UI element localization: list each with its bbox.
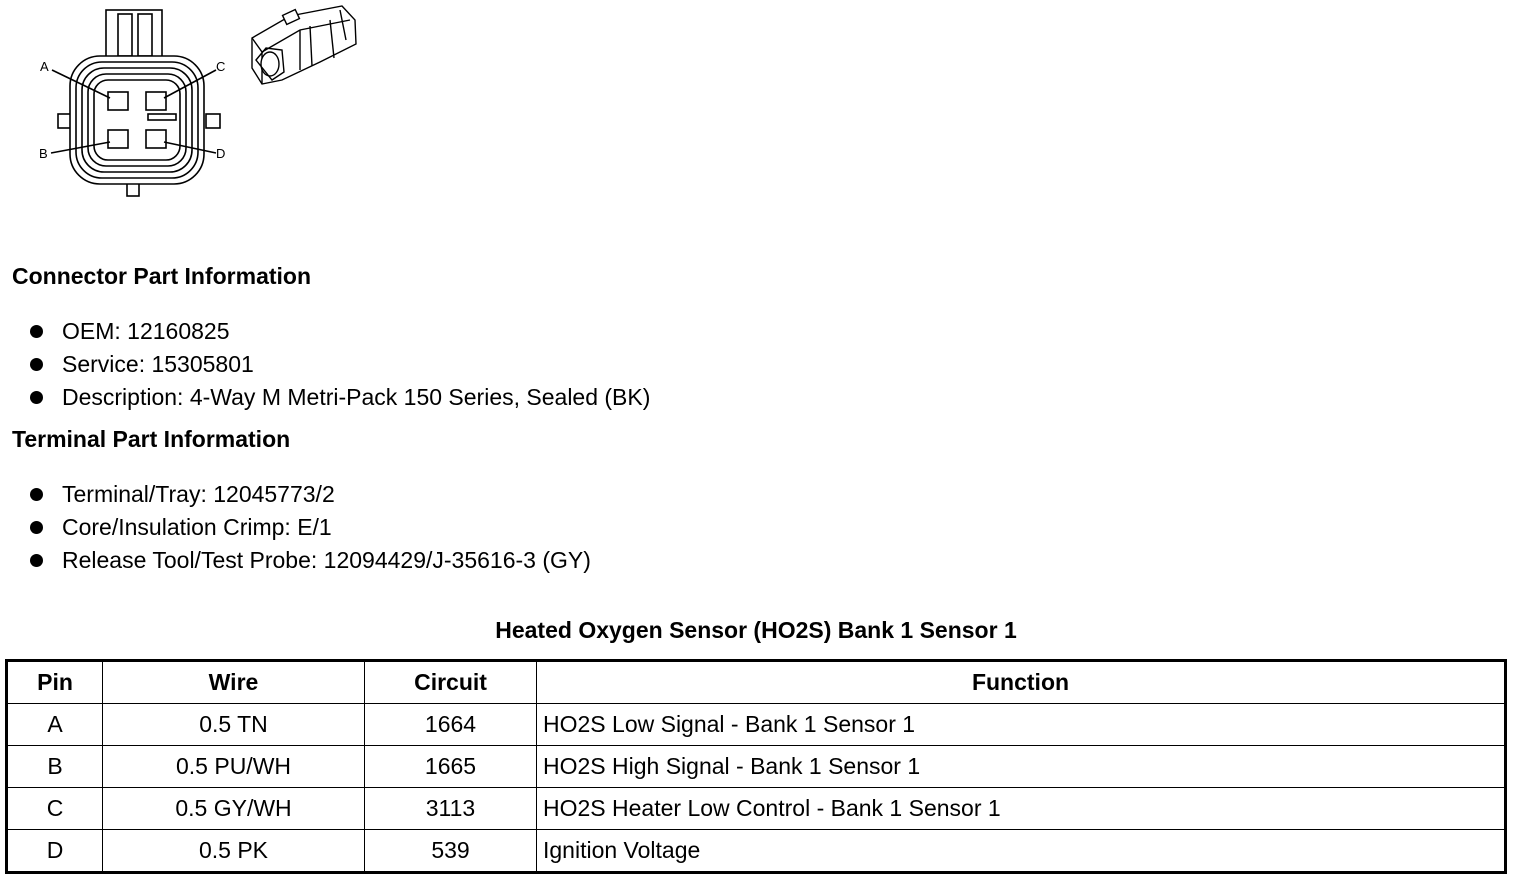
cell-wire: 0.5 GY/WH — [103, 788, 365, 830]
cell-circuit: 1665 — [365, 746, 537, 788]
list-item — [30, 315, 650, 348]
terminal-part-info-list — [30, 478, 591, 577]
bullet-icon — [30, 521, 43, 534]
table-row — [7, 788, 1506, 830]
list-item-text: Description: 4-Way M Metri-Pack 150 Series, Sealed (BK) — [62, 384, 651, 410]
bullet-icon — [30, 325, 43, 338]
cell-pin: C — [7, 788, 103, 830]
connector-3d-icon — [252, 6, 356, 84]
list-item — [30, 381, 650, 414]
list-item-text: Release Tool/Test Probe: 12094429/J-35616-3 (GY) — [62, 547, 591, 573]
pin-label-d: D — [216, 146, 226, 161]
cell-function: HO2S Low Signal - Bank 1 Sensor 1 — [537, 704, 1506, 746]
terminal-part-info-heading: Terminal Part Information — [12, 426, 291, 452]
cell-wire: 0.5 PU/WH — [103, 746, 365, 788]
header-circuit: Circuit — [365, 661, 537, 704]
list-item — [30, 478, 591, 511]
cell-pin: B — [7, 746, 103, 788]
cell-circuit: 3113 — [365, 788, 537, 830]
cell-pin: D — [7, 830, 103, 873]
bullet-icon — [30, 554, 43, 567]
header-function: Function — [537, 661, 1506, 704]
list-item — [30, 511, 591, 544]
cell-wire: 0.5 PK — [103, 830, 365, 873]
cell-circuit: 539 — [365, 830, 537, 873]
bullet-icon — [30, 391, 43, 404]
connector-part-info-list — [30, 315, 650, 414]
header-pin: Pin — [7, 661, 103, 704]
connector-diagram — [0, 0, 380, 210]
cell-function: HO2S Heater Low Control - Bank 1 Sensor 1 — [537, 788, 1506, 830]
list-item-text: OEM: 12160825 — [62, 318, 230, 344]
cell-circuit: 1664 — [365, 704, 537, 746]
header-wire: Wire — [103, 661, 365, 704]
bullet-icon — [30, 488, 43, 501]
list-item-text: Service: 15305801 — [62, 351, 254, 377]
table-header-row — [7, 661, 1506, 704]
cell-function: HO2S High Signal - Bank 1 Sensor 1 — [537, 746, 1506, 788]
connector-part-info-heading: Connector Part Information — [12, 263, 312, 289]
cell-function: Ignition Voltage — [537, 830, 1506, 873]
table-row — [7, 746, 1506, 788]
pin-table — [5, 659, 1507, 874]
list-item-text: Core/Insulation Crimp: E/1 — [62, 514, 332, 540]
table-caption: Heated Oxygen Sensor (HO2S) Bank 1 Sensor 1 — [495, 617, 1017, 643]
list-item-text: Terminal/Tray: 12045773/2 — [62, 481, 335, 507]
pin-label-c: C — [216, 59, 226, 74]
list-item — [30, 348, 650, 381]
pin-label-a: A — [40, 59, 49, 74]
table-row — [7, 704, 1506, 746]
table-row — [7, 830, 1506, 873]
cell-pin: A — [7, 704, 103, 746]
list-item — [30, 544, 591, 577]
bullet-icon — [30, 358, 43, 371]
pin-label-b: B — [39, 146, 48, 161]
cell-wire: 0.5 TN — [103, 704, 365, 746]
